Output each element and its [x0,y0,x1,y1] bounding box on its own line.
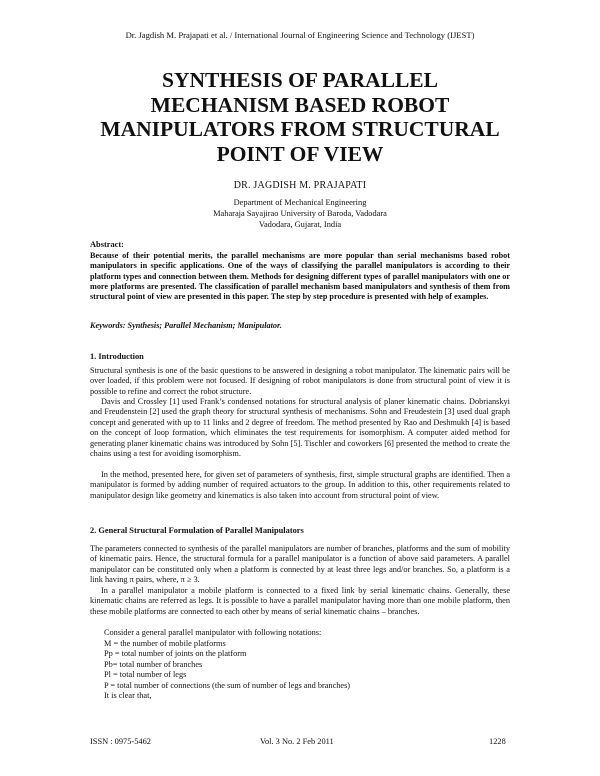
section-heading-introduction: 1. Introduction [90,352,144,361]
footer-issn: ISSN : 0975-5462 [90,737,151,746]
notation-item: M = the number of mobile platforms [104,639,226,648]
notation-item: Pl = total number of legs [104,670,187,679]
intro-paragraph-1: Structural synthesis is one of the basic questions to be answered in designing a robot manipulator. The kinematic pairs will be over loaded, if this problem were not focused. If designing of robot manipulators is done from structural point of view it is possible to refine and correct the robot structure. [90,366,510,396]
title-line: MECHANISM BASED ROBOT [150,92,450,117]
affiliation-university: Maharaja Sayajirao University of Baroda, Vadodara [213,209,387,218]
title-line: POINT OF VIEW [216,141,384,166]
keywords: Keywords: Synthesis; Parallel Mechanism; Manipulator. [90,321,282,330]
formulation-paragraph-1: The parameters connected to synthesis of the parallel manipulators are number of branches, platforms and the sum of mobility of kinematic pairs. Hence, the structural formula for a parallel manipulator is a function of above said parameters. A parallel manipulator can be constituted only when a platform is connected by at least three legs and/or branches. So, a platform is a link having π pairs, where, π ≥ 3. [90,544,510,585]
notations-intro: Consider a general parallel manipulator with following notations: [104,628,322,637]
affiliation-location: Vadodara, Gujarat, India [258,220,342,229]
title-line: MANIPULATORS FROM STRUCTURAL [100,117,500,141]
section-heading-formulation: 2. General Structural Formulation of Parallel Manipulators [90,526,304,535]
footer-page-number: 1228 [489,737,506,746]
abstract-heading: Abstract: [90,240,124,249]
formulation-paragraph-2: In a parallel manipulator a mobile platform is connected to a fixed link by serial kinematic chains. Generally, these kinematic chains are referred as legs. It is possible to have a parallel manipulator having more than one mobile platform, then these mobile platforms are connected to each other by means of serial kinematic chains – branches. [90,586,510,616]
footer-volume: Vol. 3 No. 2 Feb 2011 [260,737,334,746]
notation-item: Pb= total number of branches [104,660,203,669]
notation-item: Pp = total number of joints on the platform [104,649,247,658]
closing-line: It is clear that, [104,691,152,700]
abstract-text: Because of their potential merits, the parallel mechanisms are more popular than serial mechanisms based robot manipulators in specific applications. One of the ways of classifying the parallel manipulators is according to their platform types and connection between them. Methods for designing different types of parallel manipulators with one or more platforms are presented. The classification of parallel mechanism based manipulators and synthesis of them from structural point of view are presented in this paper. The step by step procedure is presented with help of examples. [90,251,510,302]
intro-paragraph-3: In the method, presented here, for given set of parameters of synthesis, first, simple structural graphs are identified. Then a manipulator is formed by adding number of required actuators to the group. In addition to this, other requirements related to manipulator design like geometry and kinematics is also taken into account from structural point of view. [90,470,510,500]
running-head: Dr. Jagdish M. Prajapati et al. / International Journal of Engineering Science and Technology (IJEST) [125,30,475,40]
notation-item: P = total number of connections (the sum of number of legs and branches) [104,681,351,690]
title-line: SYNTHESIS OF PARALLEL [162,68,438,92]
paper-title [80,68,520,166]
intro-paragraph-2: Davis and Crossley [1] used Frank’s condensed notations for structural analysis of planer kinematic chains. Dobrianskyi and Freudenstein [2] used the graph theory for structural synthesis of mechanisms. Sohn and Freudestein [3] used dual graph concept and generated with up to 11 links and 2 degree of freedom. The method presented by Rao and Deshmukh [4] is based on the concept of loop formation, which eliminates the test requirements for isomorphism. A computer aided method for generating planer kinematic chains was introduced by Sohn [5]. Tischler and coworkers [6] presented the method to create the chains using a test for avoiding isomorphism. [90,397,510,459]
author-name: DR. JAGDISH M. PRAJAPATI [233,180,367,191]
affiliation-department: Department of Mechanical Engineering [233,198,367,207]
